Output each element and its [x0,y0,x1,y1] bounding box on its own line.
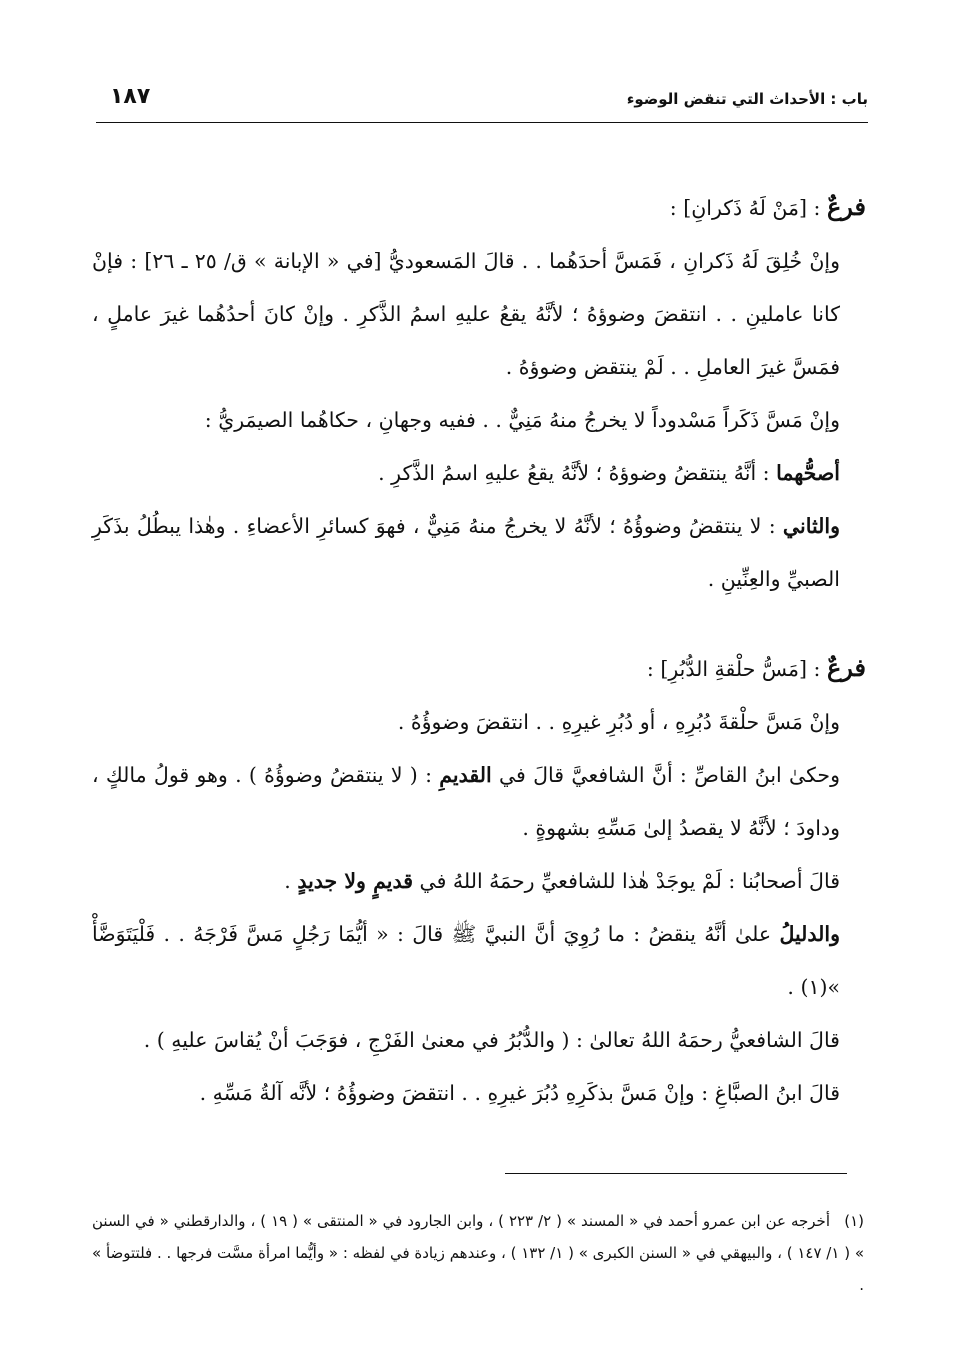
running-header [96,82,868,123]
opinion-text: : أنَّهُ ينتقضُ وضوؤهُ ؛ لأنَّهُ يقعُ عليهِ اسمُ الذَّكرِ . [378,461,777,485]
paragraph [92,447,866,500]
text-run: . [284,869,298,893]
paragraph: وإنْ مَسَّ ذَكَراً مَسْدوداً لا يخرجُ منهُ مَنِيٌّ . . ففيه وجهانِ ، حكاهُما الصيمَريُّ : [204,408,840,432]
text-run: : ( لا ينتقضُ وضوؤُهُ ) . وهو قولُ مالكٍ ، وداودَ ؛ لأنَّهُ لا يقصدُ إلىٰ مَسِّهِ بشهوةٍ . [92,763,840,840]
footnote-number: (١) [844,1212,864,1230]
chapter-title: باب : الأحداث التي تنقض الوضوء [626,90,868,108]
opinion-label: أصحُّهما [776,461,840,485]
footnote-text: أخرجه عن ابن عمرو أحمد في « المسند » ( ٢/ ٢٢٣ ) ، وابن الجارود في « المنتقى » ( ١٩ ) ، والدارقطني « في السنن » ( ١/ ١٤٧ ) ، والبيهقي في « السنن الكبرى » ( ١/ ١٣٢ ) ، وعندهم زيادة في لفظه : « وأيُّما امرأة مسَّت فرجها . . فلتتوضأ » . [92,1212,865,1294]
branch-label: فرعٌ [826,653,866,682]
footnotes [92,1205,864,1301]
page-number: ١٨٧ [110,84,151,109]
opinion-label: والثاني [782,514,840,538]
evidence-label: والدليلُ [779,922,840,946]
branch-title: : [مَسُّ حلْقةِ الدُّبُرِ] : [646,657,827,681]
text-run: قالَ أصحابُنا : لَمْ يوجَدْ هٰذا للشافعيِّ رحمَهُ اللهُ في [413,869,840,893]
paragraph [92,500,866,606]
emphasis: القديمِ [439,763,492,787]
text-run: وحكىٰ ابنُ القاصِّ : أنَّ الشافعيَّ قالَ في [491,763,840,787]
footnote [92,1205,864,1301]
footnote-divider [505,1173,847,1174]
main-text [92,180,866,1120]
paragraph [92,908,866,1014]
section-heading [92,180,866,235]
paragraph: قالَ ابنُ الصبَّاغِ : وإنْ مَسَّ بذكَرِهِ دُبُرَ غيرِهِ . . انتقضَ وضوؤُهُ ؛ لأنَّه آلةُ مَسِّهِ . [199,1081,840,1105]
section-gap [92,606,866,641]
paragraph [92,855,866,908]
section-heading [92,641,866,696]
paragraph: قالَ الشافعيُّ رحمَهُ اللهُ تعالىٰ : ( والدُّبُرُ في معنىٰ الفَرْجِ ، فوَجَبَ أنْ يُقاسَ عليهِ ) . [143,1028,840,1052]
opinion-text: : لا ينتقضُ وضوؤُهُ ؛ لأنَّهُ لا يخرجُ منهُ مَنِيٌّ ، فهوَ كسائرِ الأعضاءِ . وهٰذا يبطُلُ بذَكَرِ الصبيِّ والعِنِّينِ . [92,514,840,591]
paragraph: وإنْ خُلِقَ لَهُ ذَكرانِ ، فَمَسَّ أحدَهُما . . قالَ المَسعوديُّ [في « الإبانة » ق/ ٢٥ ـ ٢٦] : فإنْ كانا عاملينِ . . انتقضَ وضوؤهُ ؛ لأنَّهُ يقعُ عليهِ اسمُ الذَّكرِ . وإنْ كانَ أحدُهُما غيرَ عاملٍ ، فمَسَّ غيرَ العاملِ . . لَمْ ينتقض وضوؤهُ . [92,249,841,379]
branch-title: : [مَنْ لَهُ ذَكرانِ] : [669,196,827,220]
paragraph [92,749,866,855]
emphasis: قديمٍ ولا جديدٍ [297,869,414,893]
branch-label: فرعٌ [826,192,866,221]
paragraph: وإنْ مَسَّ حلْقةَ دُبُرِهِ ، أو دُبُرِ غيرِهِ . . انتقضَ وضوؤُهُ . [397,710,840,734]
text-run: علىٰ أنَّهُ ينقضُ : ما رُوِيَ أنَّ النبيَّ ﷺ قالَ : « أيُّمَا رَجُلٍ مَسَّ فَرْجَهُ . . فَلْيَتَوَضَّأْ »(١) . [92,922,840,999]
